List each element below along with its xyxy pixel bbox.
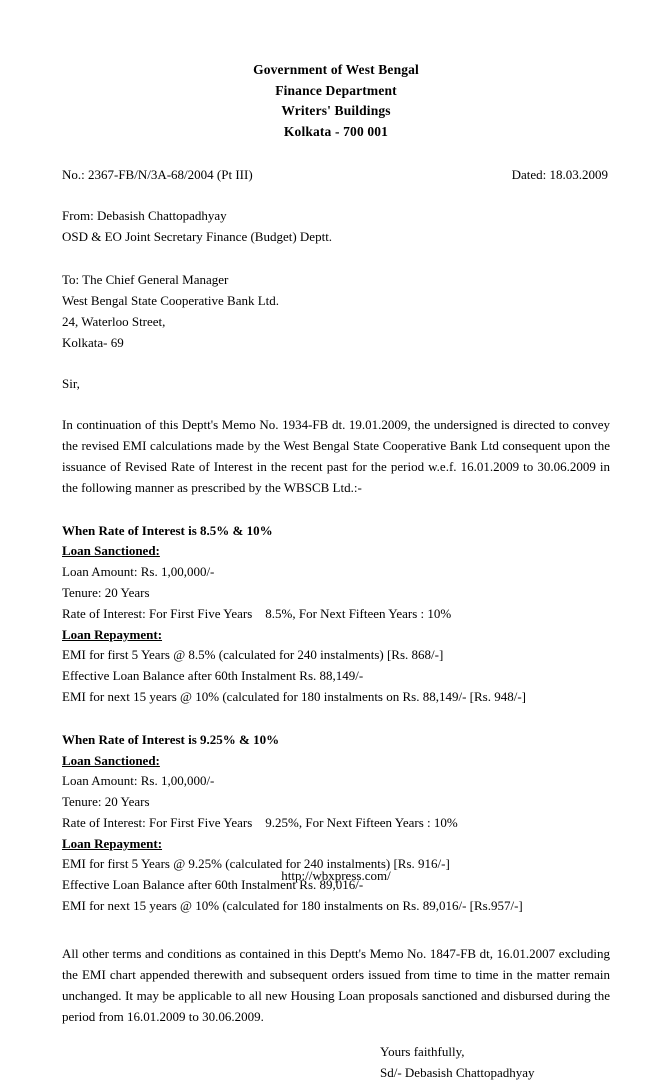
section-1-tenure: Tenure: 20 Years	[62, 584, 150, 600]
letterhead-line-department: Finance Department	[275, 82, 397, 98]
section-1-title: When Rate of Interest is 8.5% & 10%	[62, 522, 273, 538]
section-2-title: When Rate of Interest is 9.25% & 10%	[62, 731, 280, 747]
recipient-block	[62, 269, 610, 353]
sender-block	[62, 205, 610, 247]
section-2-sanctioned-heading: Loan Sanctioned:	[62, 752, 160, 768]
memo-date: Dated: 18.03.2009	[511, 167, 608, 183]
footer-url[interactable]: http://wbxpress.com/	[281, 868, 391, 883]
section-1-rate-of-interest: Rate of Interest: For First Five Years 8.5%, For Next Fifteen Years : 10%	[62, 605, 452, 621]
section-1-repayment-line-2: Effective Loan Balance after 60th Instalment Rs. 88,149/-	[62, 668, 364, 684]
valediction: Yours faithfully,	[380, 1044, 465, 1060]
recipient-title: To: The Chief General Manager	[62, 272, 229, 288]
section-2-repayment-line-2: Effective Loan Balance after 60th Instalment Rs. 89,016/-	[62, 877, 364, 893]
section-2-tenure: Tenure: 20 Years	[62, 794, 150, 810]
letterhead-line-building: Writers' Buildings	[281, 103, 391, 119]
salutation: Sir,	[62, 376, 80, 392]
section-1-repayment-line-1: EMI for first 5 Years @ 8.5% (calculated for 240 instalments) [Rs. 868/-]	[62, 647, 444, 663]
section-1-loan-amount: Loan Amount: Rs. 1,00,000/-	[62, 564, 215, 580]
signatory-name: Sd/- Debasish Chattopadhyay	[380, 1065, 535, 1081]
sender-name: From: Debasish Chattopadhyay	[62, 208, 227, 224]
closing-paragraph: All other terms and conditions as contained in this Deptt's Memo No. 1847-FB dt, 16.01.2007 excluding the EMI chart appended therewith and subsequent orders issued from time to time in the matter remain unchanged. It may be applicable to all new Housing Loan proposals sanctioned and disbursed during the period from 16.01.2009 to 30.06.2009.	[62, 945, 610, 1025]
recipient-city: Kolkata- 69	[62, 335, 124, 351]
recipient-street: 24, Waterloo Street,	[62, 314, 166, 330]
rate-section-1	[62, 521, 610, 708]
section-1-repayment-heading: Loan Repayment:	[62, 626, 163, 642]
section-1-sanctioned-heading: Loan Sanctioned:	[62, 543, 160, 559]
section-2-repayment-line-3: EMI for next 15 years @ 10% (calculated for 180 instalments on Rs. 89,016/- [Rs.957/-]	[62, 898, 523, 914]
rate-section-2	[62, 730, 610, 917]
recipient-organisation: West Bengal State Cooperative Bank Ltd.	[62, 293, 280, 309]
section-2-rate-of-interest: Rate of Interest: For First Five Years 9.25%, For Next Fifteen Years : 10%	[62, 814, 458, 830]
section-2-loan-amount: Loan Amount: Rs. 1,00,000/-	[62, 773, 215, 789]
section-1-repayment-line-3: EMI for next 15 years @ 10% (calculated for 180 instalments on Rs. 88,149/- [Rs. 948/-]	[62, 688, 526, 704]
intro-paragraph: In continuation of this Deptt's Memo No. 1934-FB dt. 19.01.2009, the undersigned is directed to convey the revised EMI calculations made by the West Bengal State Cooperative Bank Ltd consequent upon the issuance of Revised Rate of Interest in the recent past for the period w.e.f. 16.01.2009 to 30.06.2009 in the following manner as prescribed by the WBSCB Ltd.:-	[62, 417, 610, 496]
letterhead	[62, 0, 610, 142]
reference-row	[62, 167, 610, 183]
document-body	[62, 0, 610, 1083]
letterhead-line-government: Government of West Bengal	[253, 62, 419, 77]
section-2-repayment-line-1: EMI for first 5 Years @ 9.25% (calculated for 240 instalments) [Rs. 916/-]	[62, 856, 450, 872]
signature-block	[62, 1041, 610, 1083]
letterhead-line-city: Kolkata - 700 001	[283, 123, 389, 139]
section-2-repayment-heading: Loan Repayment:	[62, 835, 163, 851]
memo-number: No.: 2367-FB/N/3A-68/2004 (Pt III)	[62, 167, 253, 183]
sender-designation: OSD & EO Joint Secretary Finance (Budget) Deptt.	[62, 229, 333, 245]
